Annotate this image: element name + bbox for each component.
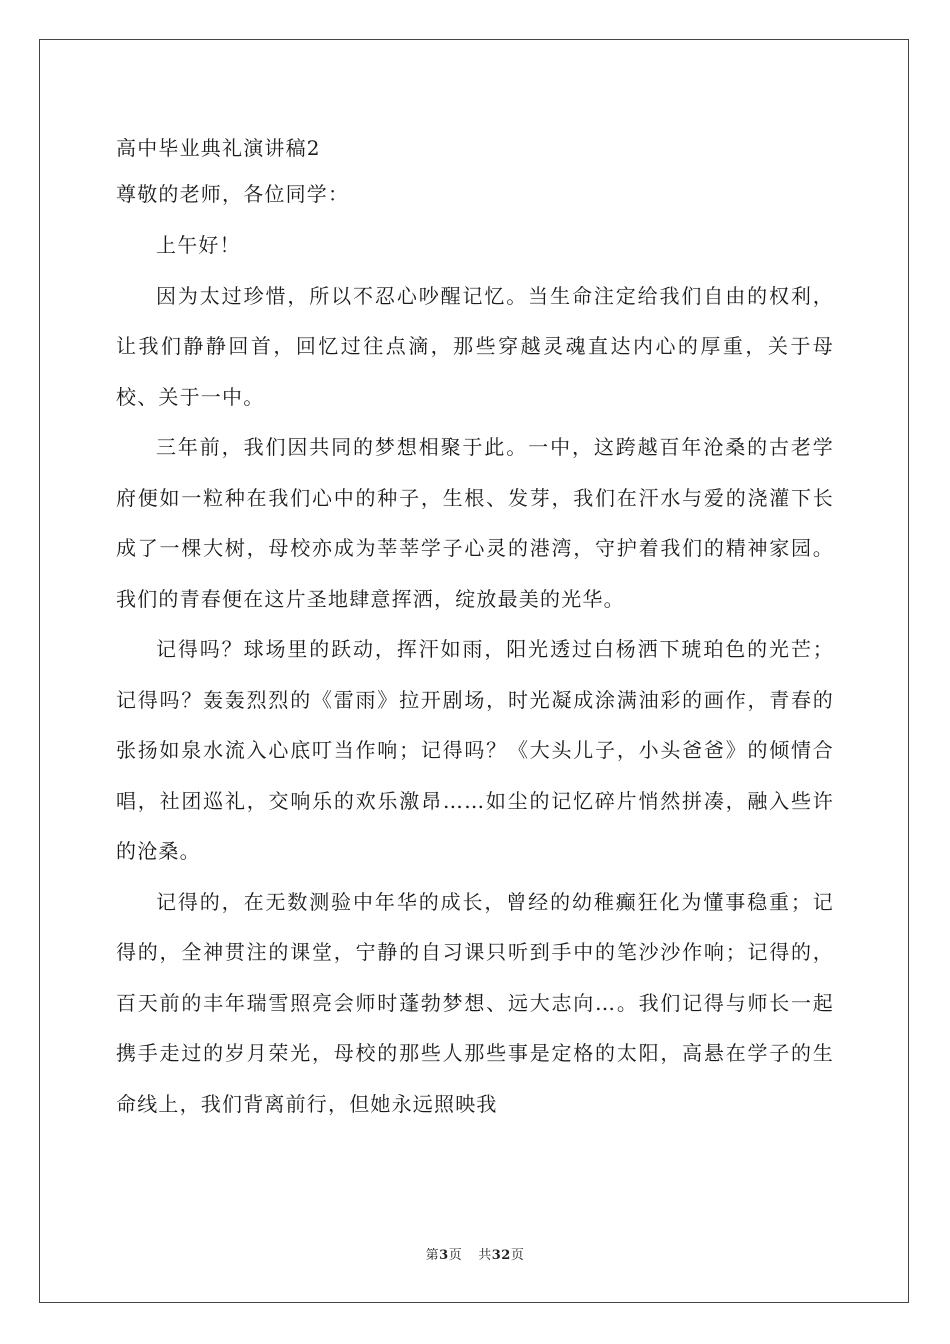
document-body: [116, 128, 834, 1129]
document-title: 高中毕业典礼演讲稿2: [116, 136, 321, 160]
page-label-prefix: 第: [425, 1248, 440, 1263]
paragraph: 记得的，在无数测验中年华的成长，曾经的幼稚癫狂化为懂事稳重；记得的，全神贯注的课堂，宁静的自习课只听到手中的笔沙沙作响；记得的，百天前的丰年瑞雪照亮会师时蓬勃梦想、远大志向…。我们记得与师长一起携手走过的岁月荣光，母校的那些人那些事是定格的太阳，高悬在学子的生命线上，我们背离前行，但她永远照映我: [116, 889, 834, 1116]
paragraph: 因为太过珍惜，所以不忍心吵醒记忆。当生命注定给我们自由的权利，让我们静静回首，回忆过往点滴，那些穿越灵魂直达内心的厚重，关于母校、关于一中。: [116, 283, 834, 409]
paragraph-greeting: 上午好！: [156, 233, 241, 257]
paragraph: 记得吗？球场里的跃动，挥汗如雨，阳光透过白杨洒下琥珀色的光芒；记得吗？轰轰烈烈的《雷雨》拉开剧场，时光凝成涂满油彩的画作，青春的张扬如泉水流入心底叮当作响；记得吗？《大头儿子，小头爸爸》的倾情合唱，社团巡礼，交响乐的欢乐激昂……如尘的记忆碎片悄然拼凑，融入些许的沧桑。: [116, 637, 834, 863]
total-label-suffix: 页: [510, 1248, 525, 1263]
total-label-prefix: 共: [478, 1248, 492, 1263]
paragraph: 三年前，我们因共同的梦想相聚于此。一中，这跨越百年沧桑的古老学府便如一粒种在我们心中的种子，生根、发芽，我们在汗水与爱的浇灌下长成了一棵大树，母校亦成为莘莘学子心灵的港湾，守护着我们的精神家园。我们的青春便在这片圣地肆意挥洒，绽放最美的光华。: [116, 435, 834, 611]
page-footer: [0, 1244, 950, 1263]
salutation: 尊敬的老师，各位同学：: [116, 182, 350, 206]
page-number: 3: [439, 1248, 449, 1263]
page-label-suffix: 页: [448, 1248, 463, 1263]
total-pages: 32: [491, 1248, 511, 1263]
